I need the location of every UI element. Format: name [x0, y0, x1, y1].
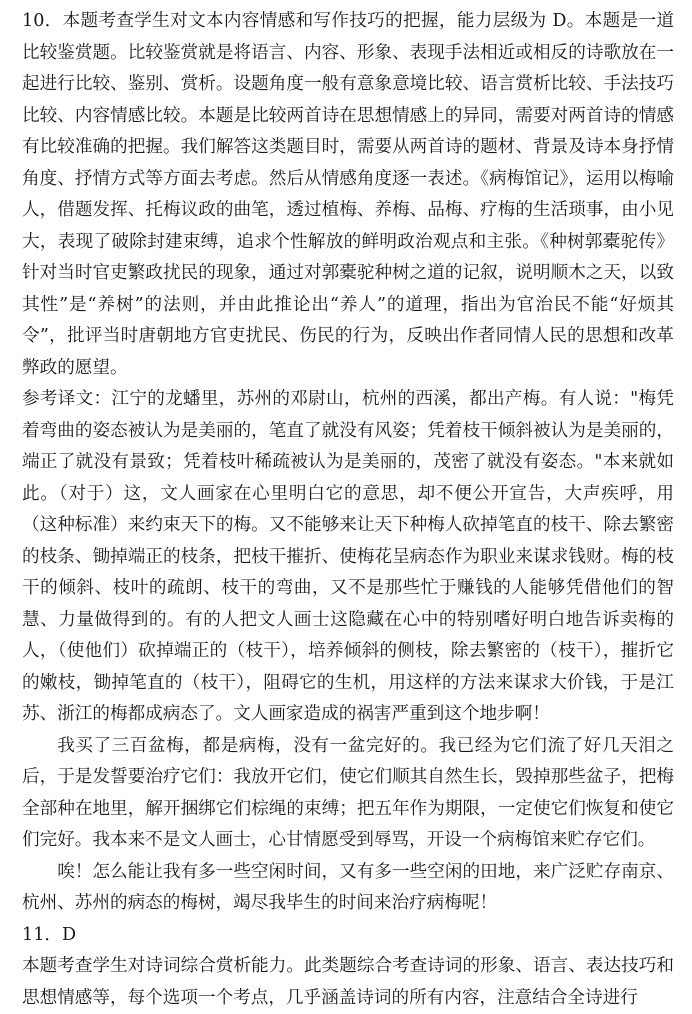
q11-answer: 11．D — [22, 924, 77, 945]
translation-paragraph-1: 参考译文：江宁的龙蟠里，苏州的邓尉山，杭州的西溪，都出产梅。有人说："梅凭着弯曲的姿态被认为是美丽的，笔直了就没有风姿；凭着枝干倾斜被认为是美丽的，端正了就没有景致；凭着枝叶稀疏被认为是美丽的，茂密了就没有姿态。"本来就如此。（对于）这，文人画家在心里明白它的意思，却不便公开宣告，大声疾呼，用（这种标准）来约束天下的梅。又不能够来让天下种梅人砍掉笔直的枝干、除去繁密的枝条、锄掉端正的枝条，把枝干摧折、使梅花呈病态作为职业来谋求钱财。梅的枝干的倾斜、枝叶的疏朗、枝干的弯曲，又不是那些忙于赚钱的人能够凭借他们的智慧、力量做得到的。有的人把文人画士这隐藏在心中的特别嗜好明白地告诉卖梅的人，（使他们）砍掉端正的（枝干），培养倾斜的侧枝，除去繁密的（枝干），摧折它的嫩枝，锄掉笔直的（枝干），阻碍它的生机，用这样的方法来谋求大价钱，于是江苏、浙江的梅都成病态了。文人画家造成的祸害严重到这个地步啊！ — [22, 389, 674, 724]
translation-paragraph-3: 唉！怎么能让我有多一些空闲时间，又有多一些空闲的田地，来广泛贮存南京、杭州、苏州的病态的梅树，竭尽我毕生的时间来治疗病梅呢！ — [22, 861, 674, 913]
q10-analysis-paragraph: 10．本题考查学生对文本内容情感和写作技巧的把握，能力层级为 D。本题是一道比较鉴赏题。比较鉴赏就是将语言、内容、形象、表现手法相近或相反的诗歌放在一起进行比较、鉴别、赏析。设题角度一般有意象意境比较、语言赏析比较、手法技巧比较、内容情感比较。本题是比较两首诗在思想情感上的异同，需要对两首诗的情感有比较准确的把握。我们解答这类题目时，需要从两首诗的题材、背景及诗本身抒情角度、抒情方式等方面去考虑。然后从情感角度逐一表述。《病梅馆记》，运用以梅喻人，借题发挥、托梅议政的曲笔，透过植梅、养梅、品梅、疗梅的生活琐事，由小见大，表现了破除封建束缚，追求个性解放的鲜明政治观点和主张。《种树郭橐驼传》针对当时官吏繁政扰民的现象，通过对郭橐驼种树之道的记叙，说明顺木之天，以致其性”是“养树”的法则，并由此推论出“养人”的道理，指出为官治民不能“好烦其令”，批评当时唐朝地方官吏扰民、伤民的行为，反映出作者同情人民的思想和改革弊政的愿望。 — [22, 11, 674, 378]
translation-paragraph-2: 我买了三百盆梅，都是病梅，没有一盆完好的。我已经为它们流了好几天泪之后，于是发誓要治疗它们：我放开它们，使它们顺其自然生长，毁掉那些盆子，把梅全部种在地里，解开捆绑它们棕绳的束缚；把五年作为期限，一定使它们恢复和使它们完好。我本来不是文人画士，心甘情愿受到辱骂，开设一个病梅馆来贮存它们。 — [22, 735, 674, 850]
q11-analysis-paragraph: 本题考查学生对诗词综合赏析能力。此类题综合考查诗词的形象、语言、表达技巧和思想情感等，每个选项一个考点，几乎涵盖诗词的所有内容，注意结合全诗进行 — [22, 956, 674, 1008]
